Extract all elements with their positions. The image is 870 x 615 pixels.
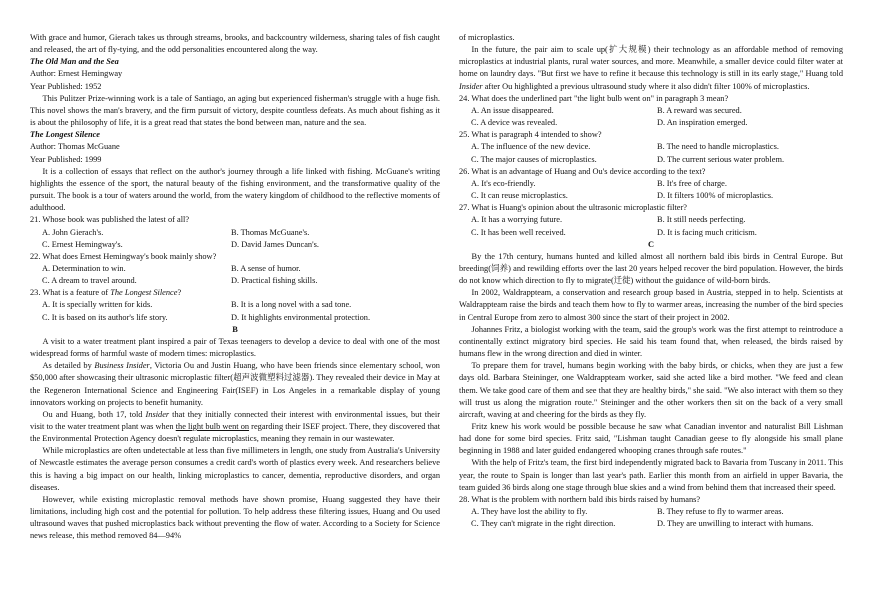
passage-c-para-2: In 2002, Waldrappteam, a conservation and research group based in Austria, stepped in to help. Scientists at Waldrappteam raise the birds and teach them how to fly to warmer areas, increasing the number of the bird species in Central Europe from zero to almost 300 since the start of their project in 2002.	[459, 288, 843, 322]
p3-text-mid: that they initially connected their interest with environmental issues, but their visit to the water treatment plant was when	[30, 409, 440, 431]
passage-c-para-1: By the 17th century, humans hunted and killed almost all northern bald ibis birds in Central Europe. But breeding(饲养) and rewilding efforts over the last 20 years helped recover the bird population. However, the birds do not know which direction to fly to migrate(迁徙) without the guidance of wild-born birds.	[459, 251, 843, 286]
question-24-stem: 24. What does the underlined part "the light bulb went on" in paragraph 3 mean?	[459, 93, 729, 103]
q21-option-b[interactable]: B. Thomas McGuane's.	[231, 227, 310, 237]
q21-option-d[interactable]: D. David James Duncan's.	[231, 239, 319, 249]
question-21-stem: 21. Whose book was published the latest of all?	[30, 215, 190, 225]
q23-option-d[interactable]: D. It highlights environmental protection.	[231, 312, 371, 322]
q28-option-c[interactable]: C. They can't migrate in the right direction.	[471, 519, 616, 529]
left-column	[30, 32, 440, 543]
q23-option-b[interactable]: B. It is a long novel with a sad tone.	[231, 300, 352, 310]
passage-c-para-4: To prepare them for travel, humans begin working with the baby birds, or chicks, when they are just a few days old. Barbara Steininger, one Waldrappteam worker, said she acted like a bird mother. "We feed and clean them. We take good care of them and see that they are healthy birds," she said. "We also interact with them so they will trust us along the migration route." Steininger and the other workers then sit on the back of a very small aircraft, waving at and cheering for the birds as they fly.	[459, 361, 843, 419]
question-23-options	[30, 299, 440, 323]
q26-option-c[interactable]: C. It can reuse microplastics.	[471, 191, 568, 201]
passage-c-para-5: Fritz knew his work would be possible because he saw what Canadian inventor and naturalist Bill Lishman had done for some bird species. Fritz said, "Lishman taught Canadian geese to fly alongside his small plane beginning in 1988 and later guided endangered whooping cranes through safe routes."	[459, 422, 843, 456]
q21-option-c[interactable]: C. Ernest Hemingway's.	[42, 239, 123, 249]
question-24-options	[459, 105, 843, 129]
section-b-heading: B	[232, 324, 238, 334]
book-year-1952: Year Published: 1952	[30, 81, 102, 91]
q23-stem-title: The Longest Silence	[110, 288, 178, 298]
p2-source: Business Insider	[94, 361, 150, 371]
p6-source: Insider	[459, 81, 483, 91]
q25-option-c[interactable]: C. The major causes of microplastics.	[471, 154, 597, 164]
book-desc-longest-silence: It is a collection of essays that reflect on the author's journey through a life linked with fishing. McGuane's writing highlights the essence of the sport, the natural beauty of the fishing environment, and the transformative quality of the pursuit. The book is a tour of waters around the world, from the watery kingdom of childhood to the reflective moments of adulthood.	[30, 166, 440, 213]
q22-option-a[interactable]: A. Determination to win.	[42, 263, 126, 273]
question-22-stem: 22. What does Ernest Hemingway's book mainly show?	[30, 251, 217, 261]
q22-option-b[interactable]: B. A sense of humor.	[231, 263, 301, 273]
book-title-old-man: The Old Man and the Sea	[30, 57, 119, 67]
q27-option-a[interactable]: A. It has a worrying future.	[471, 215, 563, 225]
q23-stem-text: 23. What is a feature of	[30, 288, 111, 298]
question-25-stem: 25. What is paragraph 4 intended to show?	[459, 130, 602, 140]
passage-b-para-2	[30, 360, 440, 409]
q23-option-a[interactable]: A. It is specially written for kids.	[42, 300, 153, 310]
book-year-1999: Year Published: 1999	[30, 154, 102, 164]
q28-option-b[interactable]: B. They refuse to fly to warmer areas.	[657, 507, 784, 517]
q22-option-c[interactable]: C. A dream to travel around.	[42, 276, 137, 286]
book-author-hemingway: Author: Ernest Hemingway	[30, 69, 123, 79]
q27-option-d[interactable]: D. It is facing much criticism.	[657, 227, 757, 237]
question-26-stem: 26. What is an advantage of Huang and Ou's device according to the text?	[459, 166, 706, 176]
q22-option-d[interactable]: D. Practical fishing skills.	[231, 276, 318, 286]
q26-option-b[interactable]: B. It's free of charge.	[657, 178, 727, 188]
question-25-options	[459, 141, 843, 165]
passage-b-para-3	[30, 409, 440, 445]
question-21-options	[30, 227, 440, 251]
p6-text-end: after Ou highlighted a previous ultrasound study where it also didn't filter 100% of microplastics.	[482, 81, 810, 91]
question-23-stem	[30, 287, 440, 299]
q24-option-c[interactable]: C. A device was revealed.	[471, 118, 558, 128]
q26-option-d[interactable]: D. It filters 100% of microplastics.	[657, 191, 774, 201]
p3-source: Insider	[145, 409, 170, 419]
q24-option-a[interactable]: A. An issue disappeared.	[471, 105, 554, 115]
passage-b-para-4: While microplastics are often undetectable at less than five millimeters in length, one study from Australia's University of Newcastle estimates the average person consumes a credit card's worth of plastics every week. And researchers believe this is having a big impact on our health, linking microplastics to cancer, dementia, reproductive disorders, and organ diseases.	[30, 446, 441, 492]
book-desc-old-man: This Pulitzer Prize-winning work is a tale of Santiago, an aging but experienced fisherman's struggle with a huge fish. This novel shows the man's bravery, and the firm pursuit of victory, despite countless defeats. As much about fishing as it is about the philosophy of life, it is a great read that states the bond between man, nature and the sea.	[30, 93, 440, 128]
q26-option-a[interactable]: A. It's eco-friendly.	[471, 178, 536, 188]
book-title-longest-silence: The Longest Silence	[30, 130, 100, 140]
q24-option-d[interactable]: D. An inspiration emerged.	[657, 118, 748, 128]
q21-option-a[interactable]: A. John Gierach's.	[42, 227, 104, 237]
passage-b-para-6	[459, 44, 843, 93]
p2-text-start: As detailed by	[42, 361, 95, 371]
q23-stem-end: ?	[177, 288, 182, 298]
p3-underlined-phrase: the light bulb went on	[175, 422, 250, 431]
passage-c-para-6: With the help of Fritz's team, the first bird independently migrated back to Bavaria from Tuscany in 2011. This year, the route to Spain is longer than last year's path. Earlier this month from an airfield in upper Bavaria, the team guided 36 birds along one stage through blue skies and a wind from behind them that increased their speed.	[459, 458, 843, 492]
q28-option-a[interactable]: A. They have lost the ability to fly.	[471, 507, 588, 517]
q27-option-b[interactable]: B. It still needs perfecting.	[657, 215, 746, 225]
passage-c-para-3: Johannes Fritz, a biologist working with the team, said the group's work was the first attempt to reintroduce a continentally extinct migratory bird species. He said his team found that, when released, the birds raised by humans flew in the wrong direction and died in winter.	[459, 324, 843, 359]
q25-option-d[interactable]: D. The current serious water problem.	[657, 154, 785, 164]
p3-text-start: Ou and Huang, both 17, told	[42, 409, 146, 419]
q28-option-d[interactable]: D. They are unwilling to interact with humans.	[657, 519, 814, 529]
question-28-stem: 28. What is the problem with northern bald ibis birds raised by humans?	[459, 494, 701, 504]
p6-text-start: In the future, the pair aim to scale up(扩大规模) their technology as an affordable method of removing microplastics at industrial plants, rural water sources, and more. Meanwhile, a smaller device could filter water at home on laundry days. "But first we have to refine it because this technology is still in its early stage," Huang told	[459, 45, 843, 79]
section-c-heading: C	[647, 239, 655, 249]
passage-b-para-5: However, while existing microplastic removal methods have shown promise, Huang suggested they have their limitations, including high cost and the potential for pollution. To help address these filtering issues, Huang and Ou used ultrasound waves that pushed microplastics back without preventing the flow of water. According to a Society for Science news release, this method removed 84—94%	[30, 494, 440, 541]
q25-option-b[interactable]: B. The need to handle microplastics.	[657, 142, 779, 152]
p3-text-end: regarding their ISEF project. There, they discovered that the Environmental Protection Agency doesn't regulate microplastics, meaning they remain in our wastewater.	[30, 422, 441, 444]
right-column	[459, 32, 843, 530]
question-26-options	[459, 178, 843, 202]
passage-a-intro: With grace and humor, Gierach takes us through streams, brooks, and backcountry wilderness, sharing tales of fish caught and released, the art of fly-tying, and the odd personalities encountered along the way.	[30, 33, 440, 55]
question-27-stem: 27. What is Huang's opinion about the ultrasonic microplastic filter?	[459, 203, 687, 213]
passage-b-continuation: of microplastics.	[459, 33, 515, 42]
question-22-options	[30, 263, 440, 287]
p2-text-end: , Victoria Ou and Justin Huang, who have been friends since elementary school, won $50,000 after showcasing their ultrasonic microplastic filter(超声波微塑料过滤器). They revealed their device in May at the Regeneron International Science and Engineering Fair(ISEF) in Los Angeles in a remarkable display of young innovators working on projects to benefit humanity.	[30, 361, 440, 407]
book-author-mcguane: Author: Thomas McGuane	[30, 142, 120, 152]
q27-option-c[interactable]: C. It has been well received.	[471, 227, 566, 237]
question-28-options	[459, 506, 843, 530]
q24-option-b[interactable]: B. A reward was secured.	[657, 105, 742, 115]
q23-option-c[interactable]: C. It is based on its author's life story.	[42, 312, 168, 322]
passage-b-para-1: A visit to a water treatment plant inspired a pair of Texas teenagers to develop a device to deal with one of the most widespread forms of harmful waste of modern times: microplastics.	[30, 336, 440, 359]
question-27-options	[459, 214, 843, 238]
q25-option-a[interactable]: A. The influence of the new device.	[471, 142, 591, 152]
